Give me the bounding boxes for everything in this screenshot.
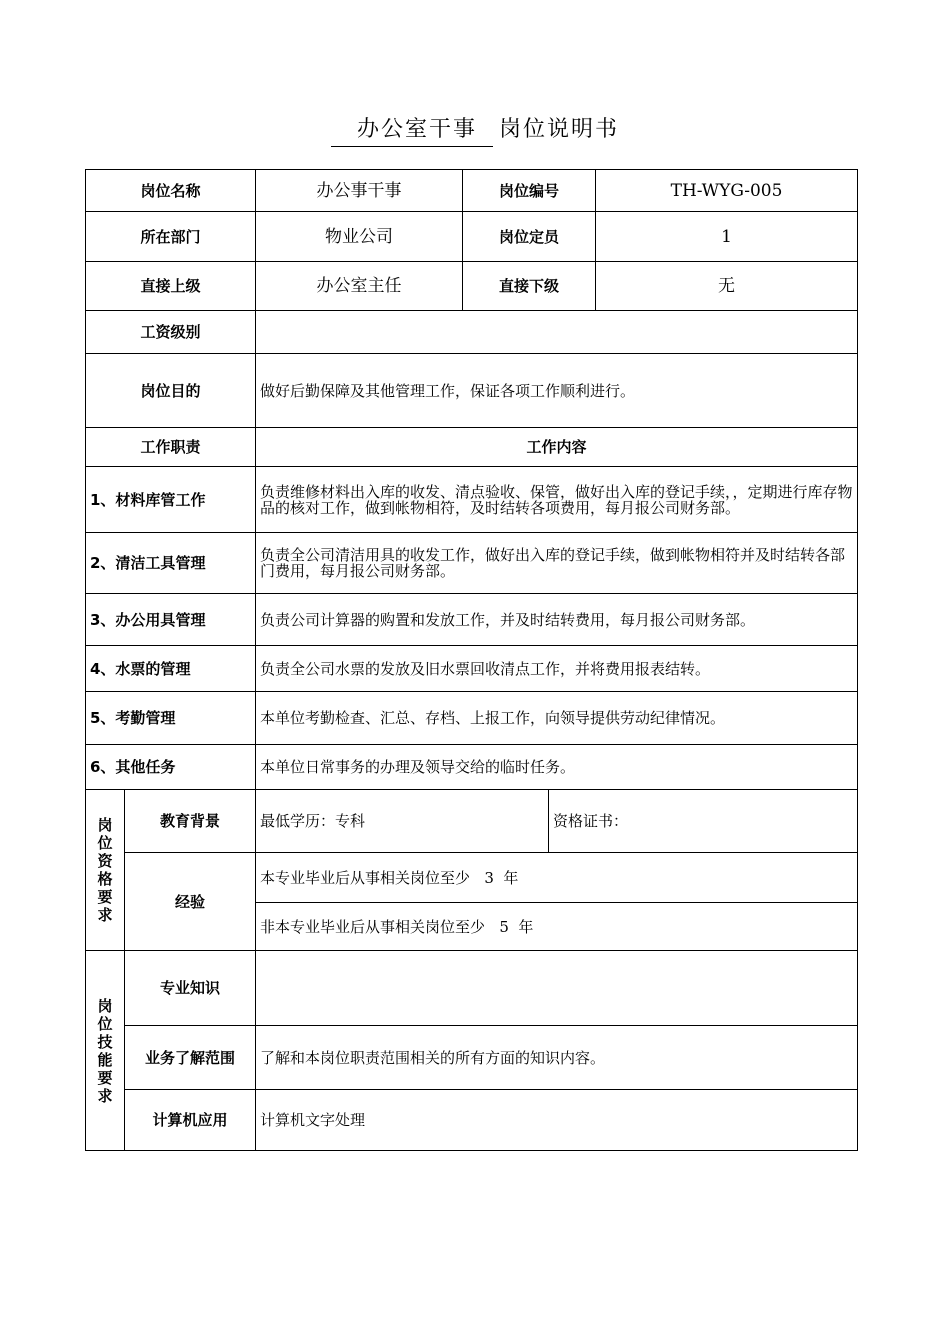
experience-item: 本专业毕业后从事相关岗位至少 3 年 (256, 853, 858, 903)
table-row (86, 262, 858, 311)
computer-skill-label: 计算机应用 (125, 1090, 256, 1151)
experience-label: 经验 (125, 853, 256, 951)
duty-name: 1、材料库管工作 (86, 467, 256, 533)
duties-header-label: 工作职责 (86, 428, 256, 467)
duties-content-header: 工作内容 (256, 428, 858, 467)
table-row (86, 354, 858, 428)
headcount-value: 1 (596, 212, 858, 262)
table-row (86, 212, 858, 262)
title-suffix: 岗位说明书 (499, 117, 620, 142)
duty-content: 本单位日常事务的办理及领导交给的临时任务。 (256, 745, 858, 790)
table-row (86, 646, 858, 692)
duty-content: 负责全公司水票的发放及旧水票回收清点工作，并将费用报表结转。 (256, 646, 858, 692)
subordinate-value: 无 (596, 262, 858, 311)
position-code-label: 岗位编号 (463, 170, 596, 212)
duty-name: 2、清洁工具管理 (86, 533, 256, 594)
job-description-table (85, 169, 858, 1151)
purpose-value: 做好后勤保障及其他管理工作，保证各项工作顺利进行。 (256, 354, 858, 428)
subordinate-label: 直接下级 (463, 262, 596, 311)
education-value: 最低学历：专科 (256, 790, 549, 853)
superior-value: 办公室主任 (256, 262, 463, 311)
business-scope-value: 了解和本岗位职责范围相关的所有方面的知识内容。 (256, 1026, 858, 1090)
duty-name: 5、考勤管理 (86, 692, 256, 745)
qualification-group-label: 岗位资格要求 (86, 790, 125, 951)
table-row (86, 533, 858, 594)
department-value: 物业公司 (256, 212, 463, 262)
knowledge-value (256, 951, 858, 1026)
salary-label: 工资级别 (86, 311, 256, 354)
position-code-value: TH-WYG-005 (596, 170, 858, 212)
business-scope-label: 业务了解范围 (125, 1026, 256, 1090)
position-name-label: 岗位名称 (86, 170, 256, 212)
table-row (86, 1090, 858, 1151)
table-row (86, 594, 858, 646)
superior-label: 直接上级 (86, 262, 256, 311)
knowledge-label: 专业知识 (125, 951, 256, 1026)
table-row (86, 428, 858, 467)
duty-content: 负责维修材料出入库的收发、清点验收、保管，做好出入库的登记手续，，定期进行库存物品的核对工作，做到帐物相符，及时结转各项费用，每月报公司财务部。 (256, 467, 858, 533)
skills-group-label: 岗位技能要求 (86, 951, 125, 1151)
certificate-label: 资格证书： (549, 790, 858, 853)
table-row (86, 467, 858, 533)
table-row (86, 951, 858, 1026)
page-title (0, 116, 950, 147)
duty-name: 4、水票的管理 (86, 646, 256, 692)
headcount-label: 岗位定员 (463, 212, 596, 262)
experience-item: 非本专业毕业后从事相关岗位至少 5 年 (256, 903, 858, 951)
position-name-value: 办公事干事 (256, 170, 463, 212)
computer-skill-value: 计算机文字处理 (256, 1090, 858, 1151)
department-label: 所在部门 (86, 212, 256, 262)
salary-value (256, 311, 858, 354)
duty-name: 6、其他任务 (86, 745, 256, 790)
table-row (86, 692, 858, 745)
title-position: 办公室干事 (331, 116, 493, 147)
duty-content: 负责全公司清洁用具的收发工作，做好出入库的登记手续，做到帐物相符并及时结转各部门费用，每月报公司财务部。 (256, 533, 858, 594)
education-label: 教育背景 (125, 790, 256, 853)
table-row (86, 745, 858, 790)
table-row (86, 170, 858, 212)
purpose-label: 岗位目的 (86, 354, 256, 428)
duty-content: 本单位考勤检查、汇总、存档、上报工作，向领导提供劳动纪律情况。 (256, 692, 858, 745)
duty-name: 3、办公用具管理 (86, 594, 256, 646)
duty-content: 负责公司计算器的购置和发放工作，并及时结转费用，每月报公司财务部。 (256, 594, 858, 646)
table-row (86, 311, 858, 354)
table-row (86, 790, 858, 853)
table-row (86, 1026, 858, 1090)
table-row (86, 853, 858, 903)
